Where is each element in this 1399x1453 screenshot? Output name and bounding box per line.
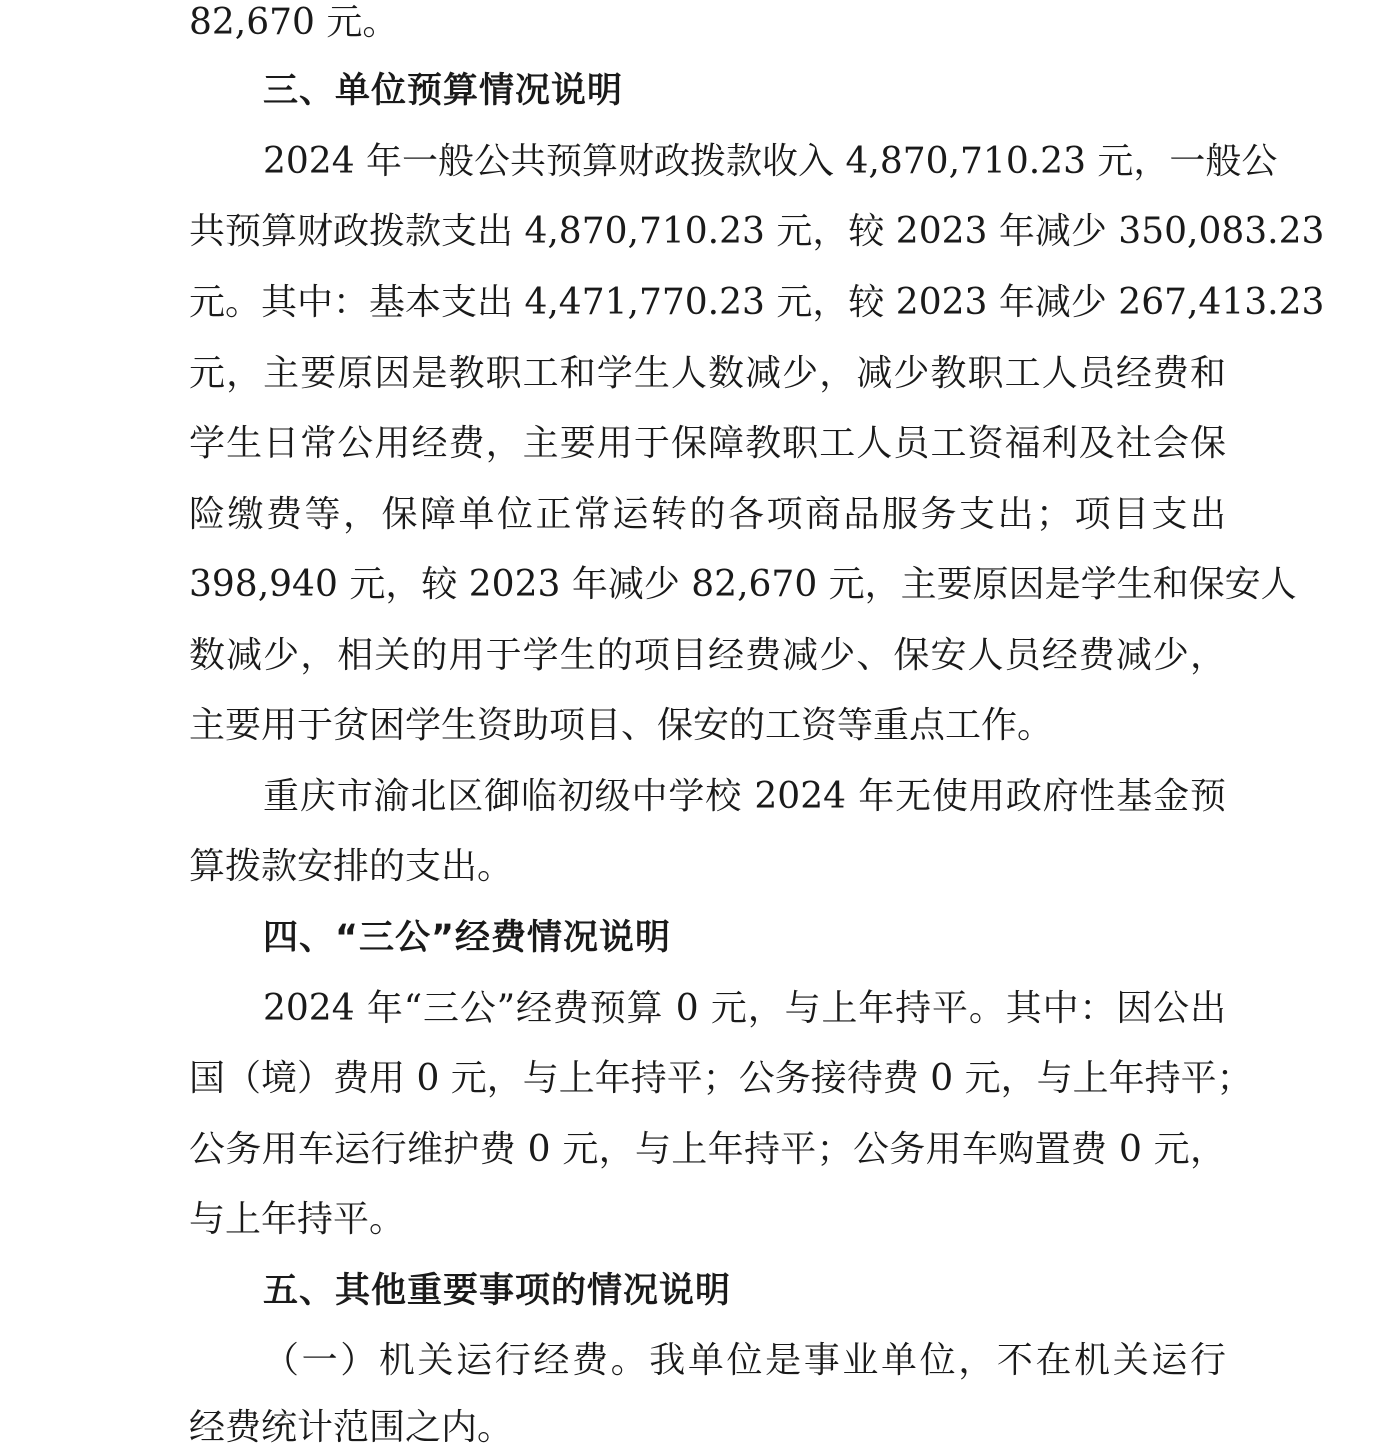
paragraph-line: （一）机关运行经费。我单位是事业单位，不在机关运行 xyxy=(263,1340,1226,1381)
paragraph-line: 重庆市渝北区御临初级中学校 2024 年无使用政府性基金预 xyxy=(263,776,1226,817)
paragraph-line: 主要用于贫困学生资助项目、保安的工资等重点工作。 xyxy=(189,705,1054,746)
section-heading-3: 三、单位预算情况说明 xyxy=(263,71,624,111)
section-heading-4: 四、“三公”经费情况说明 xyxy=(263,918,672,958)
paragraph-line: 元。其中：基本支出 4,471,770.23 元，较 2023 年减少 267,413.23 xyxy=(189,282,1325,323)
paragraph-line: 2024 年“三公”经费预算 0 元，与上年持平。其中：因公出 xyxy=(263,988,1226,1029)
paragraph-line: 算拨款安排的支出。 xyxy=(189,846,514,887)
paragraph-line: 学生日常公用经费，主要用于保障教职工人员工资福利及社会保 xyxy=(189,423,1226,464)
section-heading-5: 五、其他重要事项的情况说明 xyxy=(263,1271,732,1311)
paragraph-line: 2024 年一般公共预算财政拨款收入 4,870,710.23 元，一般公 xyxy=(263,141,1278,182)
paragraph-line: 共预算财政拨款支出 4,870,710.23 元，较 2023 年减少 350,083.23 xyxy=(189,211,1325,252)
paragraph-line: 398,940 元，较 2023 年减少 82,670 元，主要原因是学生和保安人 xyxy=(189,564,1297,605)
paragraph-line: 经费统计范围之内。 xyxy=(189,1407,514,1448)
text-line: 82,670 元。 xyxy=(189,2,399,43)
paragraph-line: 数减少，相关的用于学生的项目经费减少、保安人员经费减少， xyxy=(189,635,1226,676)
paragraph-line: 国（境）费用 0 元，与上年持平；公务接待费 0 元，与上年持平； xyxy=(189,1058,1253,1099)
paragraph-line: 险缴费等，保障单位正常运转的各项商品服务支出；项目支出 xyxy=(189,494,1226,535)
paragraph-line: 与上年持平。 xyxy=(189,1199,406,1240)
paragraph-line: 公务用车运行维护费 0 元，与上年持平；公务用车购置费 0 元， xyxy=(189,1129,1226,1170)
paragraph-line: 元，主要原因是教职工和学生人数减少，减少教职工人员经费和 xyxy=(189,353,1226,394)
